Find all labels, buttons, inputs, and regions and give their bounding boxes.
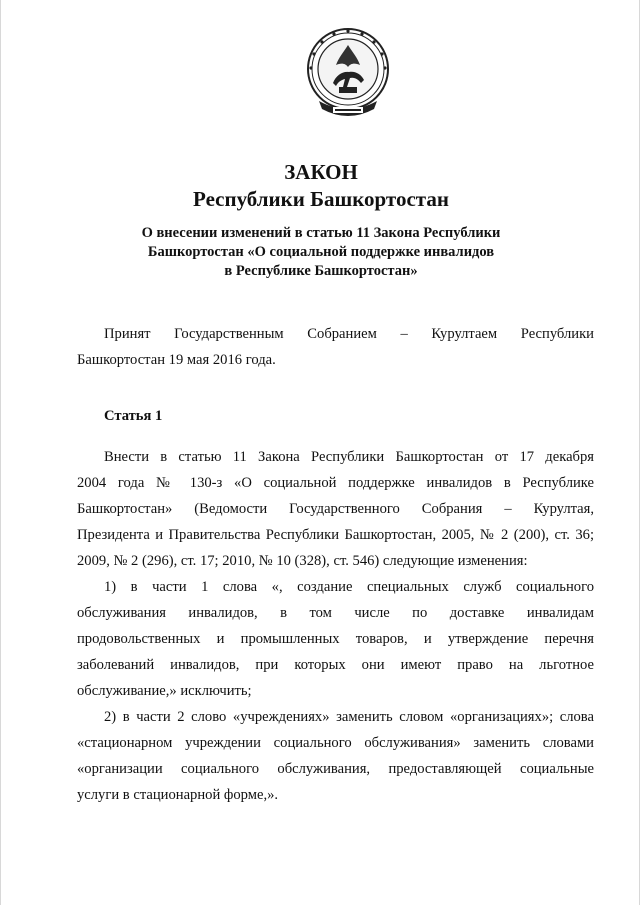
article-line: 2) в части 2 слово «учреждениях» заменить словом «организациях»; слова (104, 709, 594, 725)
adoption-statement (77, 321, 594, 373)
adoption-line: Башкортостан 19 мая 2016 года. (77, 352, 276, 368)
article-line: 2009, № 2 (296), ст. 17; 2010, № 10 (328), ст. 546) следующие изменения: (77, 553, 528, 569)
adoption-line: Принят Государственным Собранием – Курултаем Республики (104, 326, 594, 342)
article-line: «организации социального обслуживания, предоставляющей социальные (77, 761, 594, 777)
article-line: Внести в статью 11 Закона Республики Башкортостан от 17 декабря (104, 449, 594, 465)
article-line: заболеваний инвалидов, при которых они имеют право на льготное (77, 657, 594, 673)
bashkortostan-coat-of-arms-icon (303, 25, 393, 123)
article-line: обслуживание,» исключить; (77, 683, 252, 699)
article-title: Статья 1 (104, 408, 163, 424)
article-line: продовольственных и промышленных товаров, и утверждение перечня (77, 631, 594, 647)
subtitle-line: в Республике Башкортостан» (224, 263, 418, 279)
article-line: обслуживания инвалидов, в том числе по доставке инвалидам (77, 605, 594, 621)
subtitle-line: Башкортостан «О социальной поддержке инвалидов (147, 244, 495, 260)
article-line: 2004 года № 130-з «О социальной поддержке инвалидов в Республике (77, 475, 594, 491)
article-line: 1) в части 1 слова «, создание специальных служб социального (104, 579, 594, 595)
article-line: «стационарном учреждении социального обслуживания» заменить словами (77, 735, 594, 751)
article-line: Президента и Правительства Республики Башкортостан, 2005, № 2 (200), ст. 36; (77, 527, 594, 543)
article-line: услуги в стационарной форме,». (77, 787, 279, 803)
document-subtitle (121, 224, 521, 281)
article-body (77, 444, 594, 808)
article-line: Башкортостан» (Ведомости Государственного Собрания – Курултая, (77, 501, 594, 517)
document-title: ЗАКОН (284, 160, 358, 184)
document-title-republic: Республики Башкортостан (193, 187, 449, 211)
subtitle-line: О внесении изменений в статью 11 Закона Республики (141, 225, 501, 241)
